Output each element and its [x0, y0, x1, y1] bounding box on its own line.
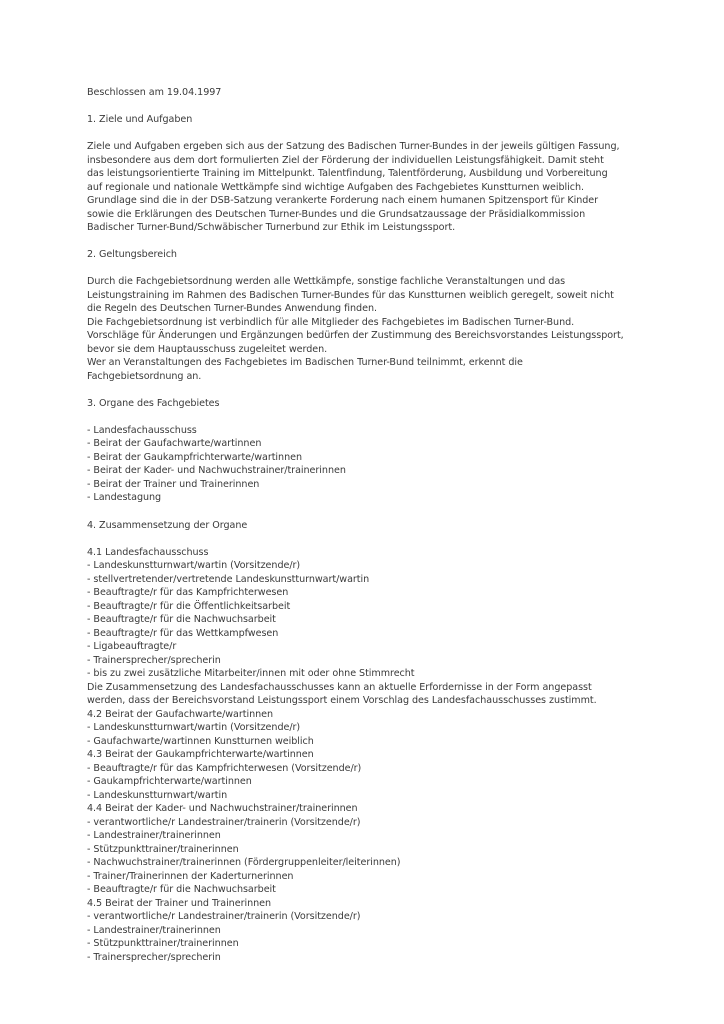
blank-line — [87, 100, 624, 114]
date-line: Beschlossen am 19.04.1997 — [87, 87, 222, 98]
text-line: 4.2 Beirat der Gaufachwarte/wartinnen — [87, 708, 274, 720]
text-line: Vorschläge für Änderungen und Ergänzungen bedürfen der Zustimmung des Bereichsvorstandes Leistungssport, — [87, 330, 624, 342]
text-line: - Trainer/Trainerinnen der Kaderturnerinnen — [87, 870, 294, 882]
blank-line — [87, 127, 624, 141]
text-line: insbesondere aus dem dort formulierten Ziel der Förderung der individuellen Leistungsfähigkeit. Damit steht — [87, 154, 604, 166]
text-line: 4.3 Beirat der Gaukampfrichterwarte/wartinnen — [87, 749, 314, 761]
text-line: - Beirat der Kader- und Nachwuchstrainer/trainerinnen — [87, 465, 346, 477]
text-line: Wer an Veranstaltungen des Fachgebietes im Badischen Turner-Bund teilnimmt, erkennt die — [87, 357, 523, 369]
section-heading: 2. Geltungsbereich — [87, 249, 177, 261]
text-line: Durch die Fachgebietsordnung werden alle Wettkämpfe, sonstige fachliche Veranstaltungen und das — [87, 276, 566, 288]
text-line: - Beirat der Gaufachwarte/wartinnen — [87, 438, 262, 450]
text-line: 4.4 Beirat der Kader- und Nachwuchstrainer/trainerinnen — [87, 803, 358, 815]
text-line: Grundlage sind die in der DSB-Satzung verankerte Forderung nach einem humanen Spitzensport für Kinder — [87, 195, 599, 207]
text-line: werden, dass der Bereichsvorstand Leistungssport einem Vorschlag des Landesfachausschusses zustimmt. — [87, 695, 597, 707]
text-line: - Landestrainer/trainerinnen — [87, 924, 221, 936]
text-line: - Ligabeauftragte/r — [87, 641, 177, 653]
text-line: - Stützpunkttrainer/trainerinnen — [87, 843, 239, 855]
text-line: - Gaukampfrichterwarte/wartinnen — [87, 776, 252, 788]
text-line: - Beirat der Gaukampfrichterwarte/wartinnen — [87, 451, 302, 463]
text-line: - Landestagung — [87, 492, 162, 504]
section-heading: 3. Organe des Fachgebietes — [87, 397, 220, 409]
blank-line — [87, 532, 624, 546]
text-line: - Beauftragte/r für die Öffentlichkeitsarbeit — [87, 600, 291, 612]
text-line: - Beauftragte/r für das Wettkampfwesen — [87, 627, 279, 639]
text-line: Die Zusammensetzung des Landesfachausschusses kann an aktuelle Erfordernisse in der Form angepasst — [87, 681, 592, 693]
blank-line — [87, 965, 624, 979]
text-line: - Landeskunstturnwart/wartin (Vorsitzende/r) — [87, 560, 301, 572]
blank-line — [87, 505, 624, 519]
text-line: die Regeln des Deutschen Turner-Bundes Anwendung finden. — [87, 303, 377, 315]
text-line: Leistungstraining im Rahmen des Badischen Turner-Bundes für das Kunstturnen weiblich geregelt, soweit nicht — [87, 289, 614, 301]
text-line: - Beauftragte/r für die Nachwuchsarbeit — [87, 614, 276, 626]
section-heading: 4. Zusammensetzung der Organe — [87, 519, 248, 531]
text-line: das leistungsorientierte Training im Mittelpunkt. Talentfindung, Talentförderung, Ausbildung und Vorbereitung — [87, 168, 608, 180]
text-line: Die Fachgebietsordnung ist verbindlich für alle Mitglieder des Fachgebietes im Badischen Turner-Bund. — [87, 316, 575, 328]
section-heading: 1. Ziele und Aufgaben — [87, 114, 193, 126]
text-line: - Landesfachausschuss — [87, 424, 197, 436]
text-line: - Beirat der Trainer und Trainerinnen — [87, 478, 260, 490]
blank-line — [87, 235, 624, 249]
document-body — [87, 86, 624, 978]
text-line: - verantwortliche/r Landestrainer/trainerin (Vorsitzende/r) — [87, 911, 361, 923]
text-line: - Beauftragte/r für die Nachwuchsarbeit — [87, 884, 276, 896]
text-line: auf regionale und nationale Wettkämpfe sind wichtige Aufgaben des Fachgebietes Kunstturnen weiblich. — [87, 181, 585, 193]
text-line: - Nachwuchstrainer/trainerinnen (Fördergruppenleiter/leiterinnen) — [87, 857, 401, 869]
blank-line — [87, 383, 624, 397]
text-line: - verantwortliche/r Landestrainer/trainerin (Vorsitzende/r) — [87, 816, 361, 828]
text-line: - Stützpunkttrainer/trainerinnen — [87, 938, 239, 950]
text-line: bevor sie dem Hauptausschuss zugeleitet werden. — [87, 343, 328, 355]
text-line: - Beauftragte/r für das Kampfrichterwesen (Vorsitzende/r) — [87, 762, 362, 774]
text-line: 4.1 Landesfachausschuss — [87, 546, 209, 558]
text-line: Ziele und Aufgaben ergeben sich aus der Satzung des Badischen Turner-Bundes in der jeweils gültigen Fassung, — [87, 141, 620, 153]
text-line: - Trainersprecher/sprecherin — [87, 654, 221, 666]
text-line: - Gaufachwarte/wartinnen Kunstturnen weiblich — [87, 735, 314, 747]
blank-line — [87, 410, 624, 424]
text-line: - Landeskunstturnwart/wartin (Vorsitzende/r) — [87, 722, 301, 734]
text-line: sowie die Erklärungen des Deutschen Turner-Bundes und die Grundsatzaussage der Präsidialkommission — [87, 208, 586, 220]
text-line: Fachgebietsordnung an. — [87, 370, 202, 382]
text-line: Badischer Turner-Bund/Schwäbischer Turnerbund zur Ethik im Leistungssport. — [87, 222, 456, 234]
text-line: 4.5 Beirat der Trainer und Trainerinnen — [87, 897, 272, 909]
text-line: - Trainersprecher/sprecherin — [87, 952, 221, 963]
blank-line — [87, 262, 624, 276]
text-line: - stellvertretender/vertretende Landeskunstturnwart/wartin — [87, 573, 370, 585]
text-line: - Landeskunstturnwart/wartin — [87, 789, 228, 801]
text-line: - bis zu zwei zusätzliche Mitarbeiter/innen mit oder ohne Stimmrecht — [87, 668, 415, 680]
text-line: - Landestrainer/trainerinnen — [87, 830, 221, 842]
text-line: - Beauftragte/r für das Kampfrichterwesen — [87, 587, 289, 599]
